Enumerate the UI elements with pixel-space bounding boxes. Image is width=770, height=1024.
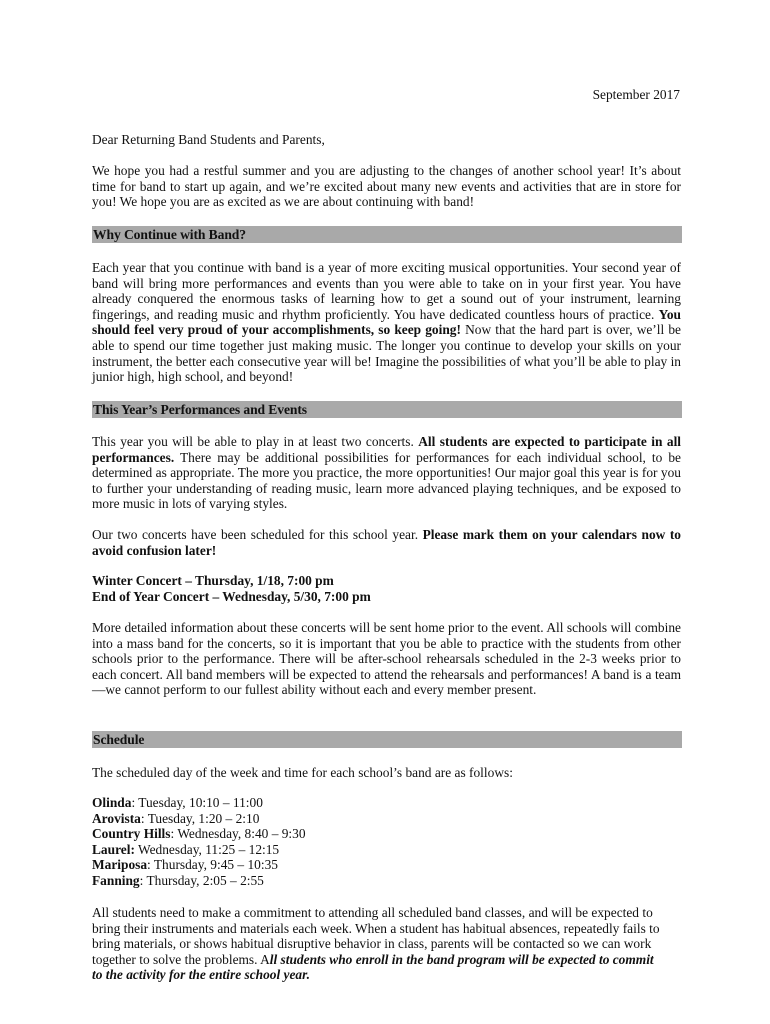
concert-list — [92, 573, 681, 604]
commitment-paragraph — [92, 905, 662, 983]
school-name: Country Hills — [92, 826, 171, 842]
school-time: Thursday, 9:45 – 10:35 — [153, 857, 278, 873]
salutation: Dear Returning Band Students and Parents, — [92, 132, 325, 147]
school-separator: : — [147, 857, 154, 873]
letter-date: September 2017 — [592, 87, 680, 102]
school-name: Laurel: — [92, 841, 135, 857]
concert-details-paragraph: More detailed information about these concerts will be sent home prior to the event. All schools will combine into a mass band for the concerts, so it is important that you be able to practice with the students from other schools prior to the performance. There will be after-school rehearsals scheduled in the 2-3 weeks prior to each concert. All band members will be expected to attend the rehearsals and performances! A band is a team—we cannot perform to our fullest ability without each and every member present. — [92, 620, 681, 698]
intro-paragraph: We hope you had a restful summer and you are adjusting to the changes of another school year! It’s about time for band to start up again, and we’re excited about many new events and activities that are in store for you! We hope you are as excited as we are about continuing with band! — [92, 163, 681, 210]
school-name: Fanning — [92, 872, 140, 888]
concert-winter: Winter Concert – Thursday, 1/18, 7:00 pm — [92, 573, 334, 588]
performances-emphasis: All students are expected to participate in all performances. — [92, 434, 682, 465]
school-separator: : — [139, 872, 147, 888]
schedule-row-fanning — [92, 873, 681, 889]
schedule-row-mariposa — [92, 857, 681, 873]
school-separator: : — [170, 826, 178, 842]
school-separator: : — [140, 810, 148, 826]
schedule-row-olinda — [92, 795, 681, 811]
school-name: Arovista — [92, 810, 141, 826]
school-time: Thursday, 2:05 – 2:55 — [146, 872, 264, 888]
schedule-row-country-hills — [92, 826, 681, 842]
why-continue-text-continued: Now that the hard part is over, we’ll be able to spend our time together just making music. The longer you continue to develop your skills on your instrument, the better each consecutive year will be! Imagine the possibilities of what you’ll be able to play in junior high, high school, and beyond! — [92, 322, 681, 385]
concert-end-of-year: End of Year Concert – Wednesday, 5/30, 7:00 pm — [92, 588, 371, 604]
concerts-text: Our two concerts have been scheduled for this school year. — [92, 527, 423, 542]
commitment-emphasis: ll students who enroll in the band program will be expected to commit to the activity for the entire school year. — [92, 951, 654, 983]
performances-paragraph — [92, 434, 681, 512]
why-continue-emphasis: You should feel very proud of your accomplishments, so keep going! — [92, 306, 681, 338]
section-heading-why-continue: Why Continue with Band? — [92, 226, 682, 243]
concerts-scheduled-paragraph — [92, 527, 681, 558]
section-heading-performances: This Year’s Performances and Events — [92, 401, 682, 418]
school-name: Olinda — [92, 795, 132, 810]
performances-text: This year you will be able to play in at least two concerts. — [92, 434, 419, 449]
school-time: Tuesday, 1:20 – 2:10 — [147, 810, 260, 826]
schedule-row-arovista — [92, 811, 681, 827]
concerts-emphasis: Please mark them on your calendars now to avoid confusion later! — [92, 527, 681, 558]
performances-text-continued: There may be additional possibilities for performances for each individual school, to be determined as appropriate. The more you practice, the more opportunities! Our major goal this year is for you to further your understanding of reading music, learn more advanced playing techniques, and be exposed to more music in lots of varying styles. — [92, 449, 681, 512]
why-continue-text: Each year that you continue with band is a year of more exciting musical opportunities. Your second year of band will bring more performances and events than you were able to take on in your first year. You have already conquered the enormous tasks of learning how to get a sound out of your instrument, learning fingerings, and reading music and rhythm proficiently. You have dedicated countless hours of practice. — [92, 260, 681, 322]
school-separator: : — [131, 795, 139, 810]
schedule-row-laurel — [92, 842, 681, 858]
schedule-list — [92, 795, 681, 889]
school-time: Wednesday, 11:25 – 12:15 — [138, 841, 280, 857]
commitment-text: All students need to make a commitment to attending all scheduled band classes, and will be expected to bring their instruments and materials each week. When a student has habitual absences, repeatedly fails to bring materials, or shows habitual disruptive behavior in class, parents will be contacted so we can work together to solve the problems. A — [92, 905, 660, 967]
school-time: Wednesday, 8:40 – 9:30 — [177, 826, 306, 842]
school-time: Tuesday, 10:10 – 11:00 — [138, 795, 263, 810]
school-name: Mariposa — [92, 857, 148, 873]
why-continue-paragraph — [92, 260, 681, 385]
schedule-intro: The scheduled day of the week and time for each school’s band are as follows: — [92, 765, 513, 780]
section-heading-schedule: Schedule — [92, 731, 682, 748]
